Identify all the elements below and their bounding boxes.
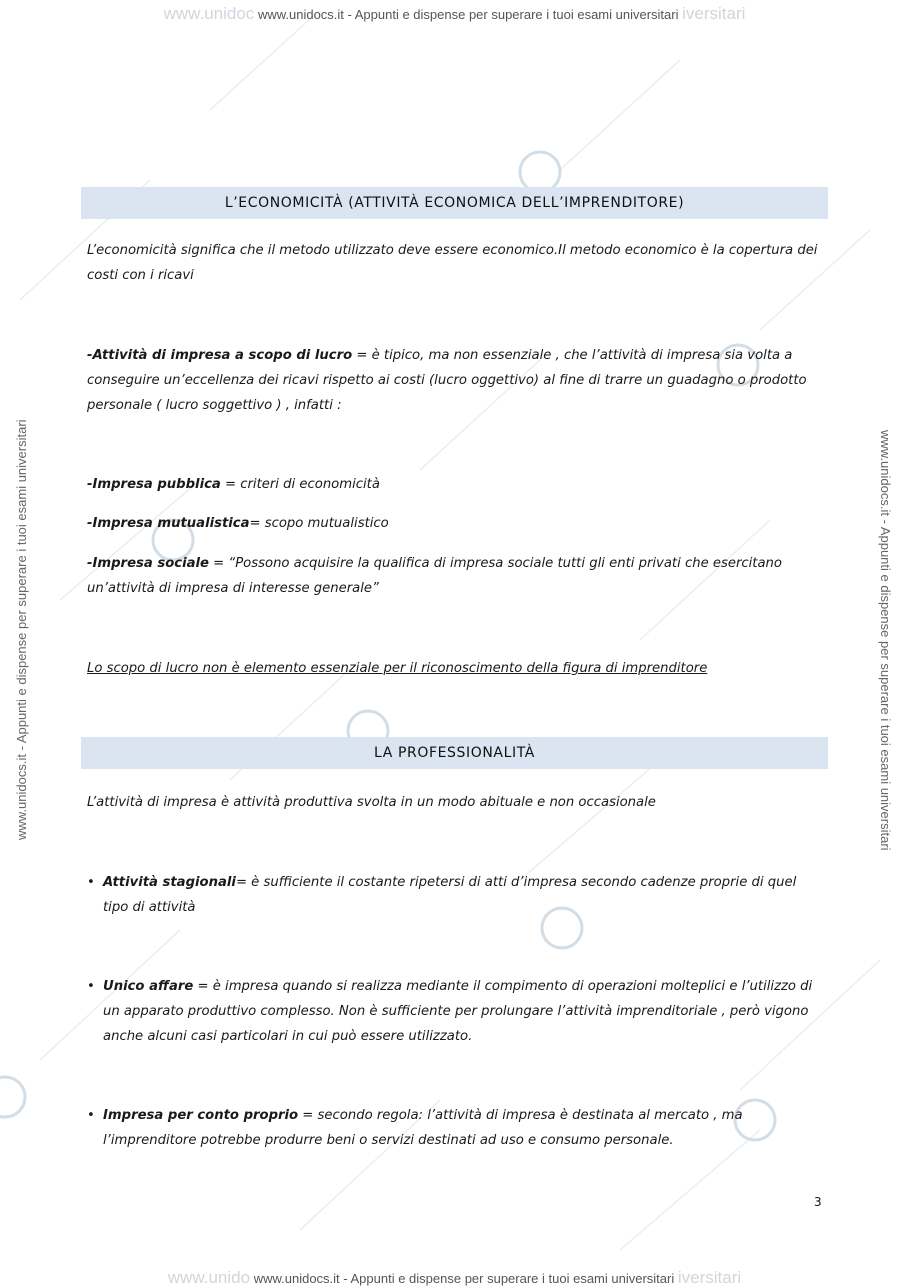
term-scopo-lucro: -Attività di impresa a scopo di lucro [87, 348, 353, 363]
term-impresa-mutualistica: -Impresa mutualistica [87, 516, 250, 531]
watermark-bottom [0, 1268, 909, 1288]
paragraph-economicita-intro: L’economicità significa che il metodo utilizzato deve essere economico.Il metodo economico è la copertura dei costi con i ricavi [87, 243, 818, 283]
bullet-icon: • [87, 1108, 95, 1123]
text-scopo-lucro: = è tipico, ma non essenziale , che l’attività di impresa sia volta a conseguire un’eccellenza dei ricavi rispetto ai costi (lucro oggettivo) al fine di trarre un guadagno o prodotto personale ( lucro soggettivo ) , infatti : [87, 348, 807, 413]
watermark-left: www.unidocs.it - Appunti e dispense per superare i tuoi esami universitari [14, 419, 29, 840]
text-impresa-mutualistica: = scopo mutualistico [249, 516, 389, 531]
bullet-icon: • [87, 979, 95, 994]
paragraph-impresa-mutualistica [87, 511, 822, 536]
list-item [87, 1103, 822, 1153]
page-number: 3 [814, 1195, 822, 1209]
list-item [87, 974, 822, 1049]
section-heading-professionalita: LA PROFESSIONALITÀ [81, 737, 828, 769]
bullet-term: Attività stagionali [103, 875, 236, 890]
paragraph-professionalita-intro: L’attività di impresa è attività produttiva svolta in un modo abituale e non occasionale [87, 795, 656, 810]
section-heading-economicita: L’ECONOMICITÀ (ATTIVITÀ ECONOMICA DELL’IMPRENDITORE) [81, 187, 828, 219]
bullet-icon: • [87, 875, 95, 890]
bullet-text: = è sufficiente il costante ripetersi di atti d’impresa secondo cadenze proprie di quel tipo di attività [103, 875, 797, 915]
watermark-top-text: www.unidocs.it - Appunti e dispense per superare i tuoi esami universitari [257, 7, 679, 22]
term-impresa-pubblica: -Impresa pubblica [87, 477, 221, 492]
bullet-text: = è impresa quando si realizza mediante il compimento di operazioni molteplici e l’utilizzo di un apparato produttivo complesso. Non è sufficiente per prolungare l’attività imprenditoriale , però vigono anche alcuni casi particolari in cui può essere utilizzato. [103, 979, 813, 1044]
paragraph-conclusion: Lo scopo di lucro non è elemento essenziale per il riconoscimento della figura di imprenditore [87, 661, 708, 676]
text-impresa-sociale: = “Possono acquisire la qualifica di impresa sociale tutti gli enti privati che esercitano un’attività di impresa di interesse generale” [87, 556, 782, 596]
paragraph-scopo-lucro [87, 343, 822, 418]
watermark-bottom-text: www.unidocs.it - Appunti e dispense per superare i tuoi esami universitari [253, 1271, 675, 1286]
watermark-top-ghost-left: www.unidoc [163, 4, 255, 23]
paragraph-impresa-sociale [87, 551, 822, 601]
bullet-text: = secondo regola: l’attività di impresa è destinata al mercato , ma l’imprenditore potrebbe produrre beni o servizi destinati ad uso e consumo personale. [103, 1108, 743, 1148]
list-item [87, 870, 822, 920]
watermark-bottom-ghost-right: iversitari [677, 1268, 742, 1287]
bullet-term: Unico affare [103, 979, 194, 994]
paragraph-impresa-pubblica [87, 472, 822, 497]
term-impresa-sociale: -Impresa sociale [87, 556, 209, 571]
watermark-top [0, 4, 909, 24]
watermark-top-ghost-right: iversitari [682, 4, 746, 23]
watermark-right: www.unidocs.it - Appunti e dispense per superare i tuoi esami universitari [878, 430, 893, 851]
text-impresa-pubblica: = criteri di economicità [220, 477, 380, 492]
bullet-term: Impresa per conto proprio [103, 1108, 299, 1123]
watermark-bottom-ghost-left: www.unido [167, 1268, 251, 1287]
